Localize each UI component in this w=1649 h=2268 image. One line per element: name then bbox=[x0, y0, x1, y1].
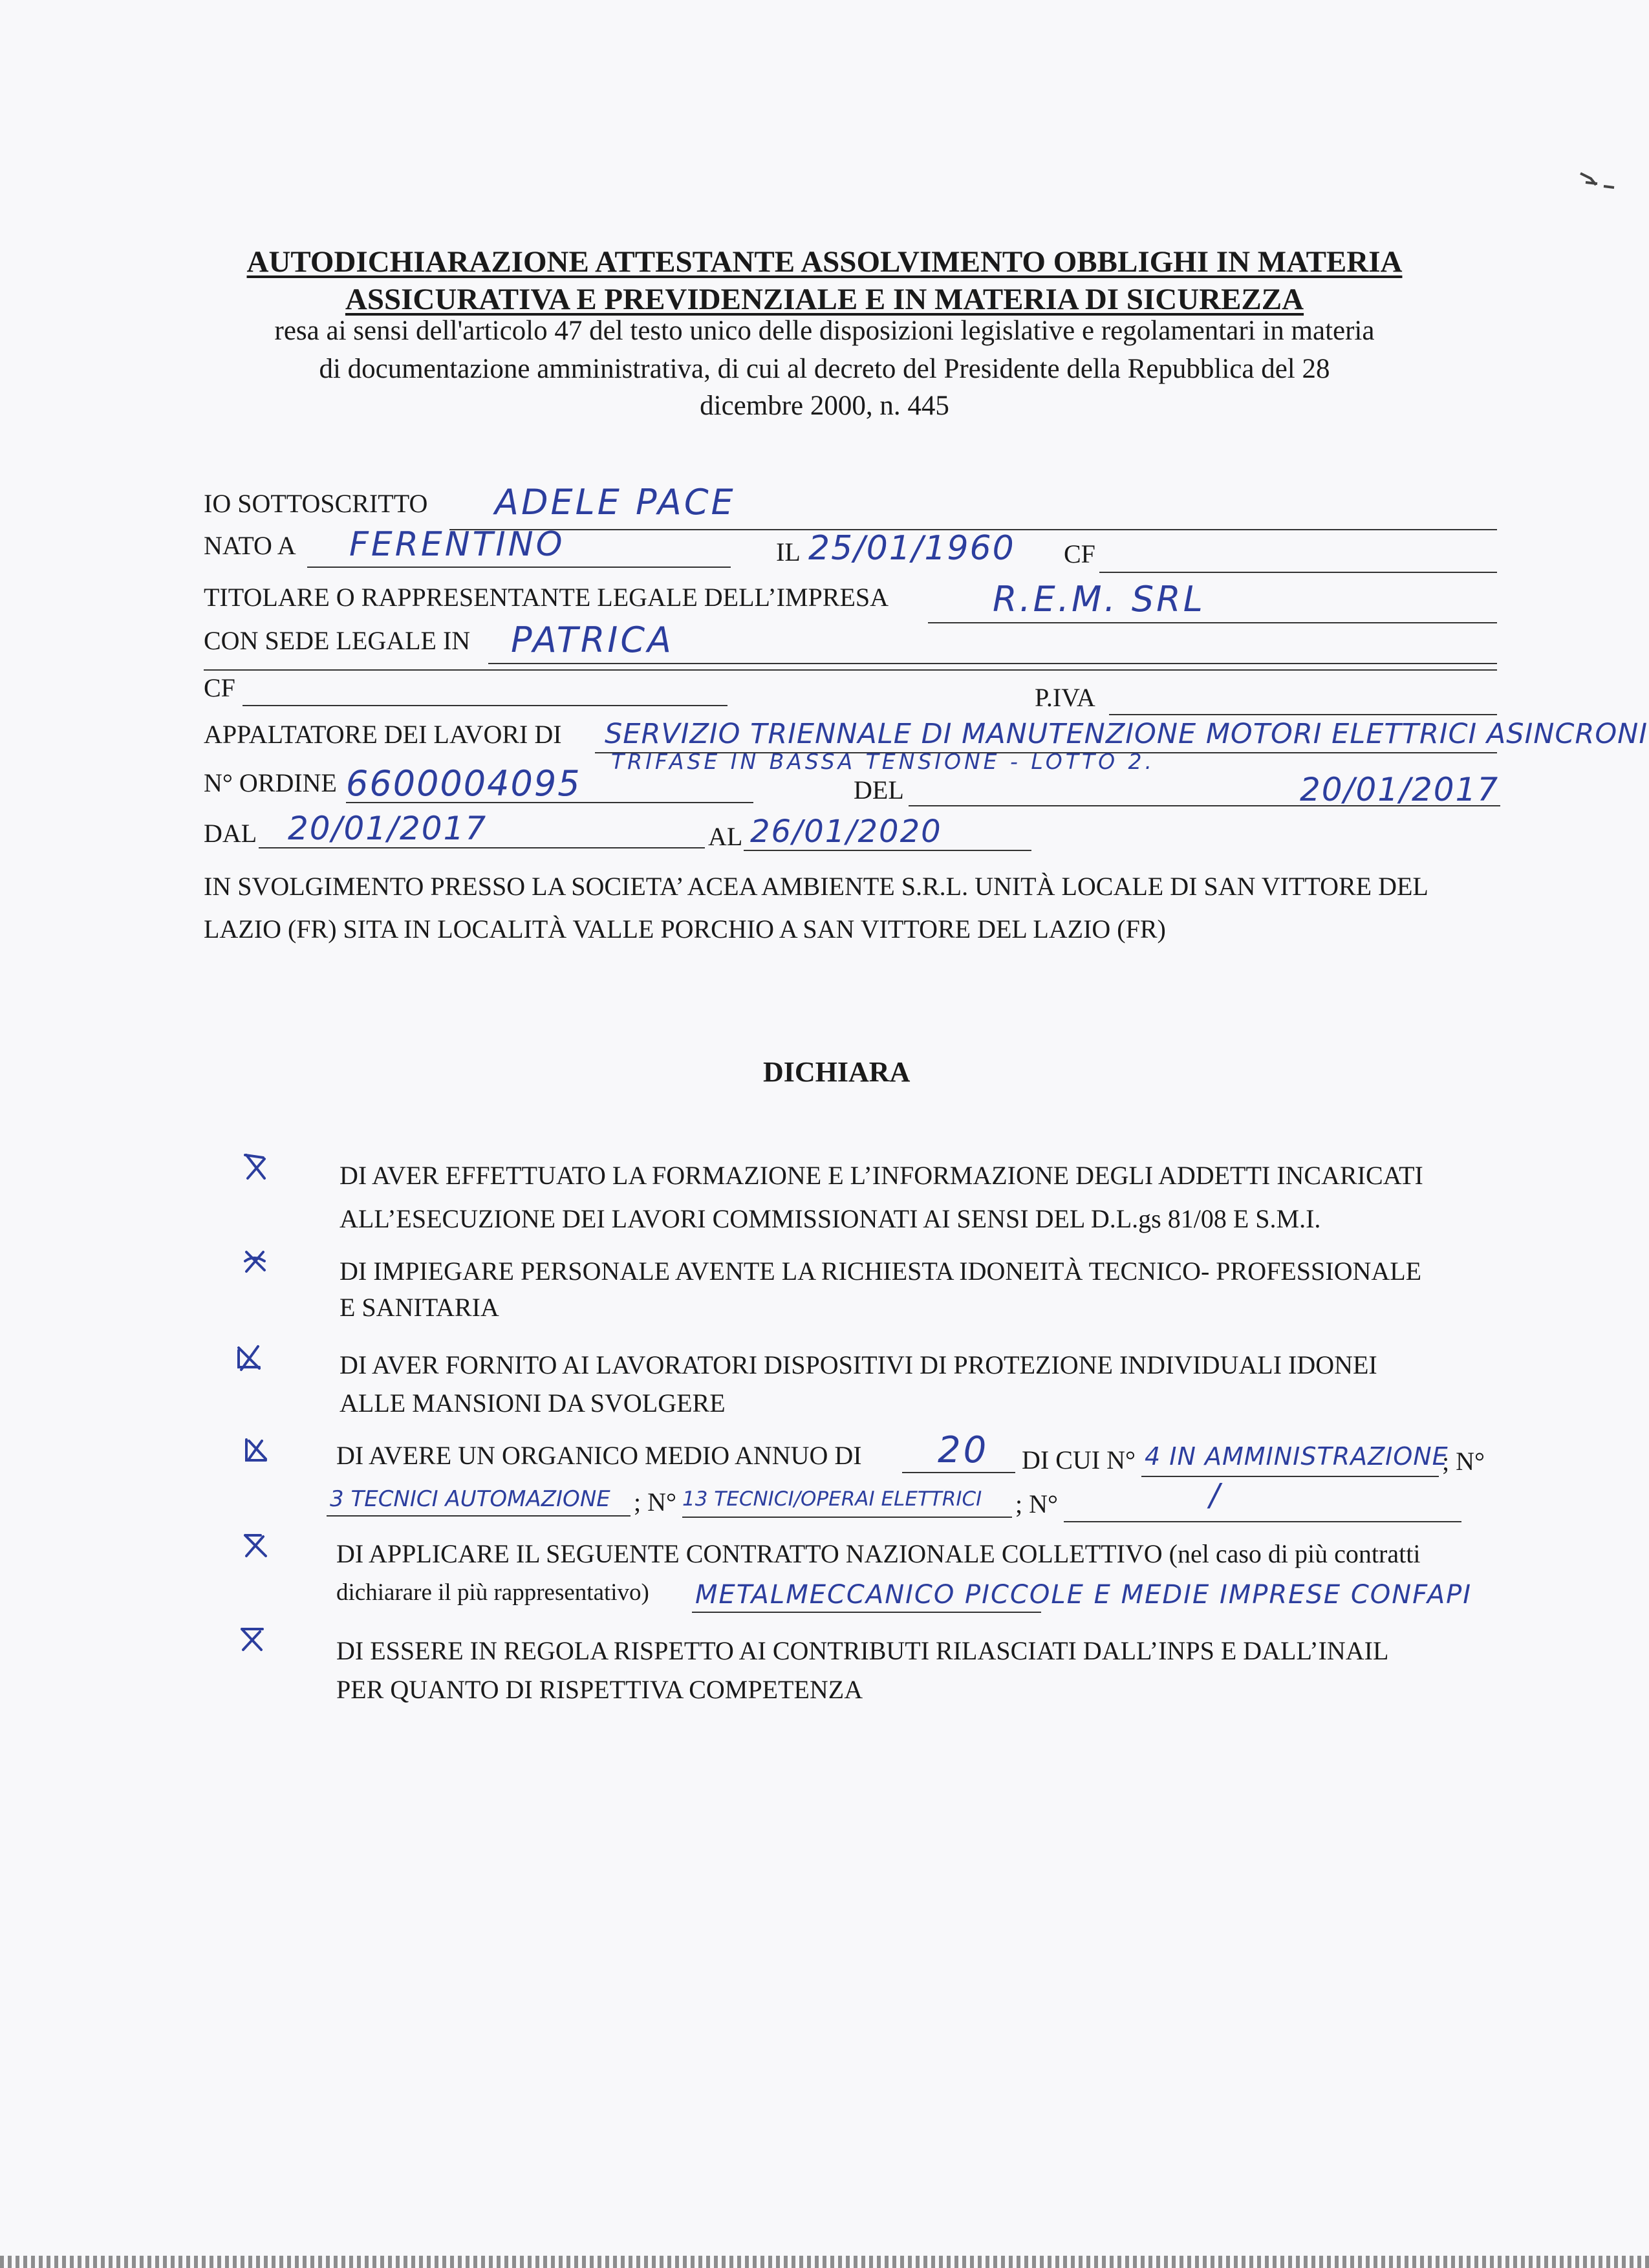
item-4-val2-line bbox=[327, 1515, 630, 1517]
checkbox-6-icon[interactable] bbox=[238, 1625, 266, 1654]
cf-line bbox=[1099, 572, 1497, 573]
dal-line bbox=[259, 847, 705, 848]
item-3-line-2: ALLE MANSIONI DA SVOLGERE bbox=[339, 1388, 726, 1418]
item-1-line-1: DI AVER EFFETTUATO LA FORMAZIONE E L’INFORMAZIONE DEGLI ADDETTI INCARICATI bbox=[339, 1161, 1423, 1190]
ordine-line bbox=[346, 802, 753, 803]
item-4-total-line bbox=[902, 1472, 1015, 1473]
titolare-label: TITOLARE O RAPPRESENTANTE LEGALE DELL’IMPRESA bbox=[204, 583, 889, 612]
sede-line-2 bbox=[204, 669, 1497, 671]
scan-speck-icon bbox=[1578, 169, 1617, 195]
dichiara-heading: DICHIARA bbox=[763, 1056, 911, 1088]
scan-bottom-edge bbox=[0, 2256, 1649, 2268]
al-line bbox=[744, 850, 1031, 851]
appaltatore-value-line2[interactable]: TRIFASE IN BASSA TENSIONE - LOTTO 2. bbox=[611, 749, 1156, 774]
titolare-value[interactable]: R.E.M. SRL bbox=[993, 579, 1205, 620]
checkbox-3-icon[interactable] bbox=[235, 1344, 263, 1372]
ordine-label: N° ORDINE bbox=[204, 768, 337, 797]
cf2-line bbox=[242, 705, 727, 706]
checkbox-2-icon[interactable] bbox=[241, 1247, 270, 1275]
item-2-line-2: E SANITARIA bbox=[339, 1293, 499, 1322]
item-4-total[interactable]: 20 bbox=[938, 1429, 989, 1471]
sottoscritto-value[interactable]: ADELE PACE bbox=[495, 482, 736, 523]
il-label: IL bbox=[776, 537, 801, 567]
item-4-val1-line bbox=[1141, 1476, 1439, 1477]
sede-label: CON SEDE LEGALE IN bbox=[204, 626, 471, 655]
subtitle-line-2: di documentazione amministrativa, di cui al decreto del Presidente della Repubblica del 28 bbox=[319, 354, 1330, 384]
item-2-line-1: DI IMPIEGARE PERSONALE AVENTE LA RICHIESTA IDONEITÀ TECNICO- PROFESSIONALE bbox=[339, 1257, 1422, 1286]
al-value[interactable]: 26/01/2020 bbox=[750, 814, 942, 850]
item-4-val2[interactable]: 3 TECNICI AUTOMAZIONE bbox=[330, 1486, 610, 1512]
item-4-val3-line bbox=[682, 1517, 1012, 1518]
cf-label: CF bbox=[1064, 539, 1095, 568]
item-4-val3[interactable]: 13 TECNICI/OPERAI ELETTRICI bbox=[682, 1487, 982, 1511]
del-value[interactable]: 20/01/2017 bbox=[1300, 771, 1500, 808]
item-3-line-1: DI AVER FORNITO AI LAVORATORI DISPOSITIVI DI PROTEZIONE INDIVIDUALI IDONEI bbox=[339, 1350, 1377, 1379]
checkbox-4-icon[interactable] bbox=[242, 1436, 271, 1464]
cf2-label: CF bbox=[204, 673, 235, 702]
title-line-2: ASSICURATIVA E PREVIDENZIALE E IN MATERIA DI SICUREZZA bbox=[345, 283, 1304, 316]
item-4-val4-line bbox=[1064, 1521, 1461, 1522]
item-1-line-2: ALL’ESECUZIONE DEI LAVORI COMMISSIONATI AI SENSI DEL D.L.gs 81/08 E S.M.I. bbox=[339, 1204, 1321, 1233]
item-5-value[interactable]: METALMECCANICO PICCOLE E MEDIE IMPRESE CONFAPI bbox=[695, 1580, 1472, 1610]
svolgimento-line-1: IN SVOLGIMENTO PRESSO LA SOCIETA’ ACEA AMBIENTE S.R.L. UNITÀ LOCALE DI SAN VITTORE DEL bbox=[204, 872, 1428, 901]
ordine-value[interactable]: 6600004095 bbox=[346, 763, 581, 804]
checkbox-1-icon[interactable] bbox=[241, 1152, 270, 1181]
piva-line bbox=[1109, 714, 1497, 715]
subtitle-line-3: dicembre 2000, n. 445 bbox=[700, 391, 949, 421]
sottoscritto-label: IO SOTTOSCRITTO bbox=[204, 489, 428, 518]
item-4-dicui: DI CUI N° bbox=[1022, 1445, 1136, 1474]
item-4-prefix: DI AVERE UN ORGANICO MEDIO ANNUO DI bbox=[336, 1441, 862, 1470]
sede-value[interactable]: PATRICA bbox=[511, 620, 674, 660]
checkbox-5-icon[interactable] bbox=[241, 1531, 270, 1560]
nato-line bbox=[307, 567, 731, 568]
dal-label: DAL bbox=[204, 819, 257, 848]
item-4-val1[interactable]: 4 IN AMMINISTRAZIONE bbox=[1145, 1442, 1449, 1471]
dal-value[interactable]: 20/01/2017 bbox=[288, 810, 488, 847]
item-6-line-2: PER QUANTO DI RISPETTIVA COMPETENZA bbox=[336, 1675, 863, 1704]
item-4-val4[interactable]: / bbox=[1209, 1477, 1220, 1513]
nato-label: NATO A bbox=[204, 531, 296, 560]
del-label: DEL bbox=[854, 775, 904, 805]
item-5-value-line bbox=[692, 1612, 1041, 1613]
titolare-line bbox=[928, 622, 1497, 623]
al-label: AL bbox=[708, 822, 743, 851]
item-5-line-1: DI APPLICARE IL SEGUENTE CONTRATTO NAZIONALE COLLETTIVO (nel caso di più contratti bbox=[336, 1539, 1421, 1568]
item-4-sep2: ; N° bbox=[634, 1487, 676, 1517]
svolgimento-line-2: LAZIO (FR) SITA IN LOCALITÀ VALLE PORCHIO A SAN VITTORE DEL LAZIO (FR) bbox=[204, 914, 1166, 944]
item-5-line-2: dichiarare il più rappresentativo) bbox=[336, 1579, 649, 1606]
subtitle-line-1: resa ai sensi dell'articolo 47 del testo unico delle disposizioni legislative e regolamentari in materia bbox=[274, 316, 1375, 346]
nato-value[interactable]: FERENTINO bbox=[349, 525, 565, 564]
piva-label: P.IVA bbox=[1035, 683, 1095, 712]
appaltatore-value-line1[interactable]: SERVIZIO TRIENNALE DI MANUTENZIONE MOTORI ELETTRICI ASINCRONI bbox=[605, 718, 1648, 750]
item-4-sep1: ; N° bbox=[1442, 1447, 1485, 1476]
item-6-line-1: DI ESSERE IN REGOLA RISPETTO AI CONTRIBUTI RILASCIATI DALL’INPS E DALL’INAIL bbox=[336, 1636, 1389, 1665]
appaltatore-label: APPALTATORE DEI LAVORI DI bbox=[204, 720, 562, 749]
title-line-1: AUTODICHIARAZIONE ATTESTANTE ASSOLVIMENTO OBBLIGHI IN MATERIA bbox=[246, 245, 1403, 279]
sede-line bbox=[488, 663, 1497, 664]
il-value[interactable]: 25/01/1960 bbox=[808, 529, 1015, 568]
item-4-sep3: ; N° bbox=[1015, 1489, 1058, 1518]
